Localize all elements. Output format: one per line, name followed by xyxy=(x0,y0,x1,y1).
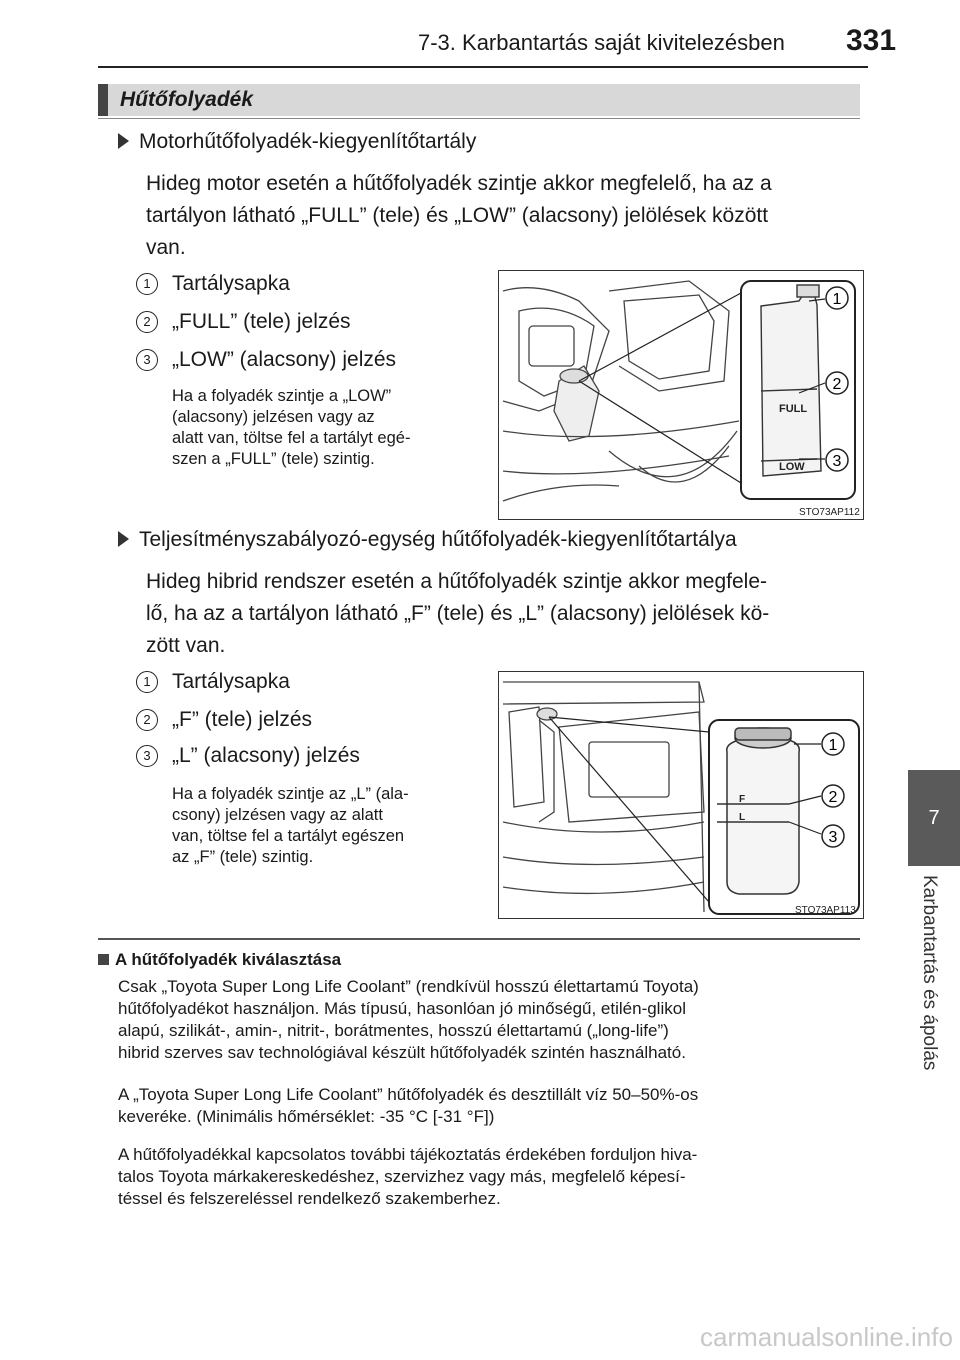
f-mark: F xyxy=(739,794,746,805)
paragraph-line: téssel és felszereléssel rendelkező szakemberhez. xyxy=(118,1189,501,1208)
figure-code: STO73AP112 xyxy=(799,507,860,518)
note-line: az „F” (tele) szintig. xyxy=(172,848,314,866)
note-text xyxy=(172,784,474,868)
paragraph-line: Hideg hibrid rendszer esetén a hűtőfolyadék szintje akkor megfele- xyxy=(146,570,768,593)
note-text xyxy=(172,386,474,470)
paragraph-line: alapú, szilikát-, amin-, nitrit-, borátmentes, hosszú élettartamú („long-life”) xyxy=(118,1021,669,1040)
paragraph-line: Hideg motor esetén a hűtőfolyadék szintje akkor megfelelő, ha az a xyxy=(146,172,772,195)
full-mark: FULL xyxy=(779,403,808,415)
paragraph-inverter-level xyxy=(146,566,858,662)
subsection-rule xyxy=(98,938,860,940)
subsection-title: A hűtőfolyadék kiválasztása xyxy=(115,950,342,969)
legend-item xyxy=(136,708,312,732)
legend-label: „FULL” (tele) jelzés xyxy=(172,310,351,333)
note-line: van, töltse fel a tartályt egészen xyxy=(172,827,405,845)
legend-label: „LOW” (alacsony) jelzés xyxy=(172,348,397,371)
triangle-bullet-icon xyxy=(118,133,129,149)
paragraph-line: hibrid szerves sav technológiával készült hűtőfolyadék szintén használható. xyxy=(118,1043,686,1062)
triangle-bullet-icon xyxy=(118,531,129,547)
paragraph-line: A hűtőfolyadékkal kapcsolatos további tájékoztatás érdekében forduljon hiva- xyxy=(118,1145,698,1164)
note-line: (alacsony) jelzésen vagy az xyxy=(172,408,375,426)
bullet-text: Teljesítményszabályozó-egység hűtőfolyadék-kiegyenlítőtartálya xyxy=(139,528,737,551)
callout-2-text: 2 xyxy=(828,789,838,806)
paragraph-coolant-type xyxy=(118,976,856,1064)
legend-item xyxy=(136,272,290,296)
callout-1-text: 1 xyxy=(828,737,838,754)
section-title-bar xyxy=(98,84,860,116)
paragraph-line: talos Toyota márkakereskedéshez, szervizhez vagy más, megfelelő képesí- xyxy=(118,1167,686,1186)
paragraph-line: van. xyxy=(146,236,186,259)
callout-3-text: 3 xyxy=(832,453,842,470)
paragraph-line: keveréke. (Minimális hőmérséklet: -35 °C [-31 °F]) xyxy=(118,1107,495,1126)
running-header: 7-3. Karbantartás saját kivitelezésben xyxy=(418,30,785,55)
paragraph-line: A „Toyota Super Long Life Coolant” hűtőfolyadék és desztillált víz 50–50%-os xyxy=(118,1085,699,1104)
callout-number: 1 xyxy=(136,671,158,693)
paragraph-dealer xyxy=(118,1144,856,1210)
note-line: csony) jelzésen vagy az alatt xyxy=(172,806,383,824)
callout-3-text: 3 xyxy=(828,829,838,846)
legend-item xyxy=(136,744,360,768)
legend-label: Tartálysapka xyxy=(172,670,290,693)
note-line: szen a „FULL” (tele) szintig. xyxy=(172,450,375,468)
paragraph-line: hűtőfolyadékot használjon. Más típusú, hasonlóan jó minőségű, etilén-glikol xyxy=(118,999,686,1018)
low-mark: LOW xyxy=(779,461,805,473)
figure-code: STO73AP113 xyxy=(795,905,856,916)
subsection-heading xyxy=(98,950,341,970)
square-bullet-icon xyxy=(98,954,109,965)
callout-1-text: 1 xyxy=(832,291,842,308)
callout-number: 2 xyxy=(136,311,158,333)
header-rule xyxy=(98,66,868,68)
paragraph-line: lő, ha az a tartályon látható „F” (tele) és „L” (alacsony) jelölések kö- xyxy=(146,602,770,625)
paragraph-engine-level xyxy=(146,168,858,264)
paragraph-line: tartályon látható „FULL” (tele) és „LOW” (alacsony) jelölések között xyxy=(146,204,769,227)
note-line: Ha a folyadék szintje az „L” (ala- xyxy=(172,785,409,803)
bullet-engine-reservoir xyxy=(118,130,476,154)
legend-item xyxy=(136,670,290,694)
callout-number: 3 xyxy=(136,745,158,767)
callout-number: 2 xyxy=(136,709,158,731)
callout-number: 3 xyxy=(136,349,158,371)
legend-item xyxy=(136,310,351,334)
bullet-text: Motorhűtőfolyadék-kiegyenlítőtartály xyxy=(139,130,477,153)
callout-number: 1 xyxy=(136,273,158,295)
legend-label: „L” (alacsony) jelzés xyxy=(172,744,360,767)
section-title: Hűtőfolyadék xyxy=(120,88,254,111)
note-line: alatt van, töltse fel a tartályt egé- xyxy=(172,429,411,447)
bullet-inverter-reservoir xyxy=(118,528,737,552)
section-rule xyxy=(98,118,860,119)
paragraph-line: zött van. xyxy=(146,634,226,657)
legend-item xyxy=(136,348,396,372)
legend-label: „F” (tele) jelzés xyxy=(172,708,313,731)
figure-engine-reservoir xyxy=(498,270,864,520)
engine-bay-illustration xyxy=(499,672,863,918)
paragraph-mixture xyxy=(118,1084,856,1128)
figure-inverter-reservoir xyxy=(498,671,864,919)
page-number: 331 xyxy=(846,24,897,57)
engine-bay-illustration xyxy=(499,271,863,519)
chapter-label: Karbantartás és ápolás xyxy=(919,875,940,1071)
callout-2-text: 2 xyxy=(832,376,842,393)
note-line: Ha a folyadék szintje a „LOW” xyxy=(172,387,392,405)
legend-label: Tartálysapka xyxy=(172,272,290,295)
chapter-tab: 7 xyxy=(908,770,960,866)
paragraph-line: Csak „Toyota Super Long Life Coolant” (rendkívül hosszú élettartamú Toyota) xyxy=(118,977,699,996)
watermark: carmanualsonline.info xyxy=(700,1322,953,1352)
l-mark: L xyxy=(739,812,746,823)
